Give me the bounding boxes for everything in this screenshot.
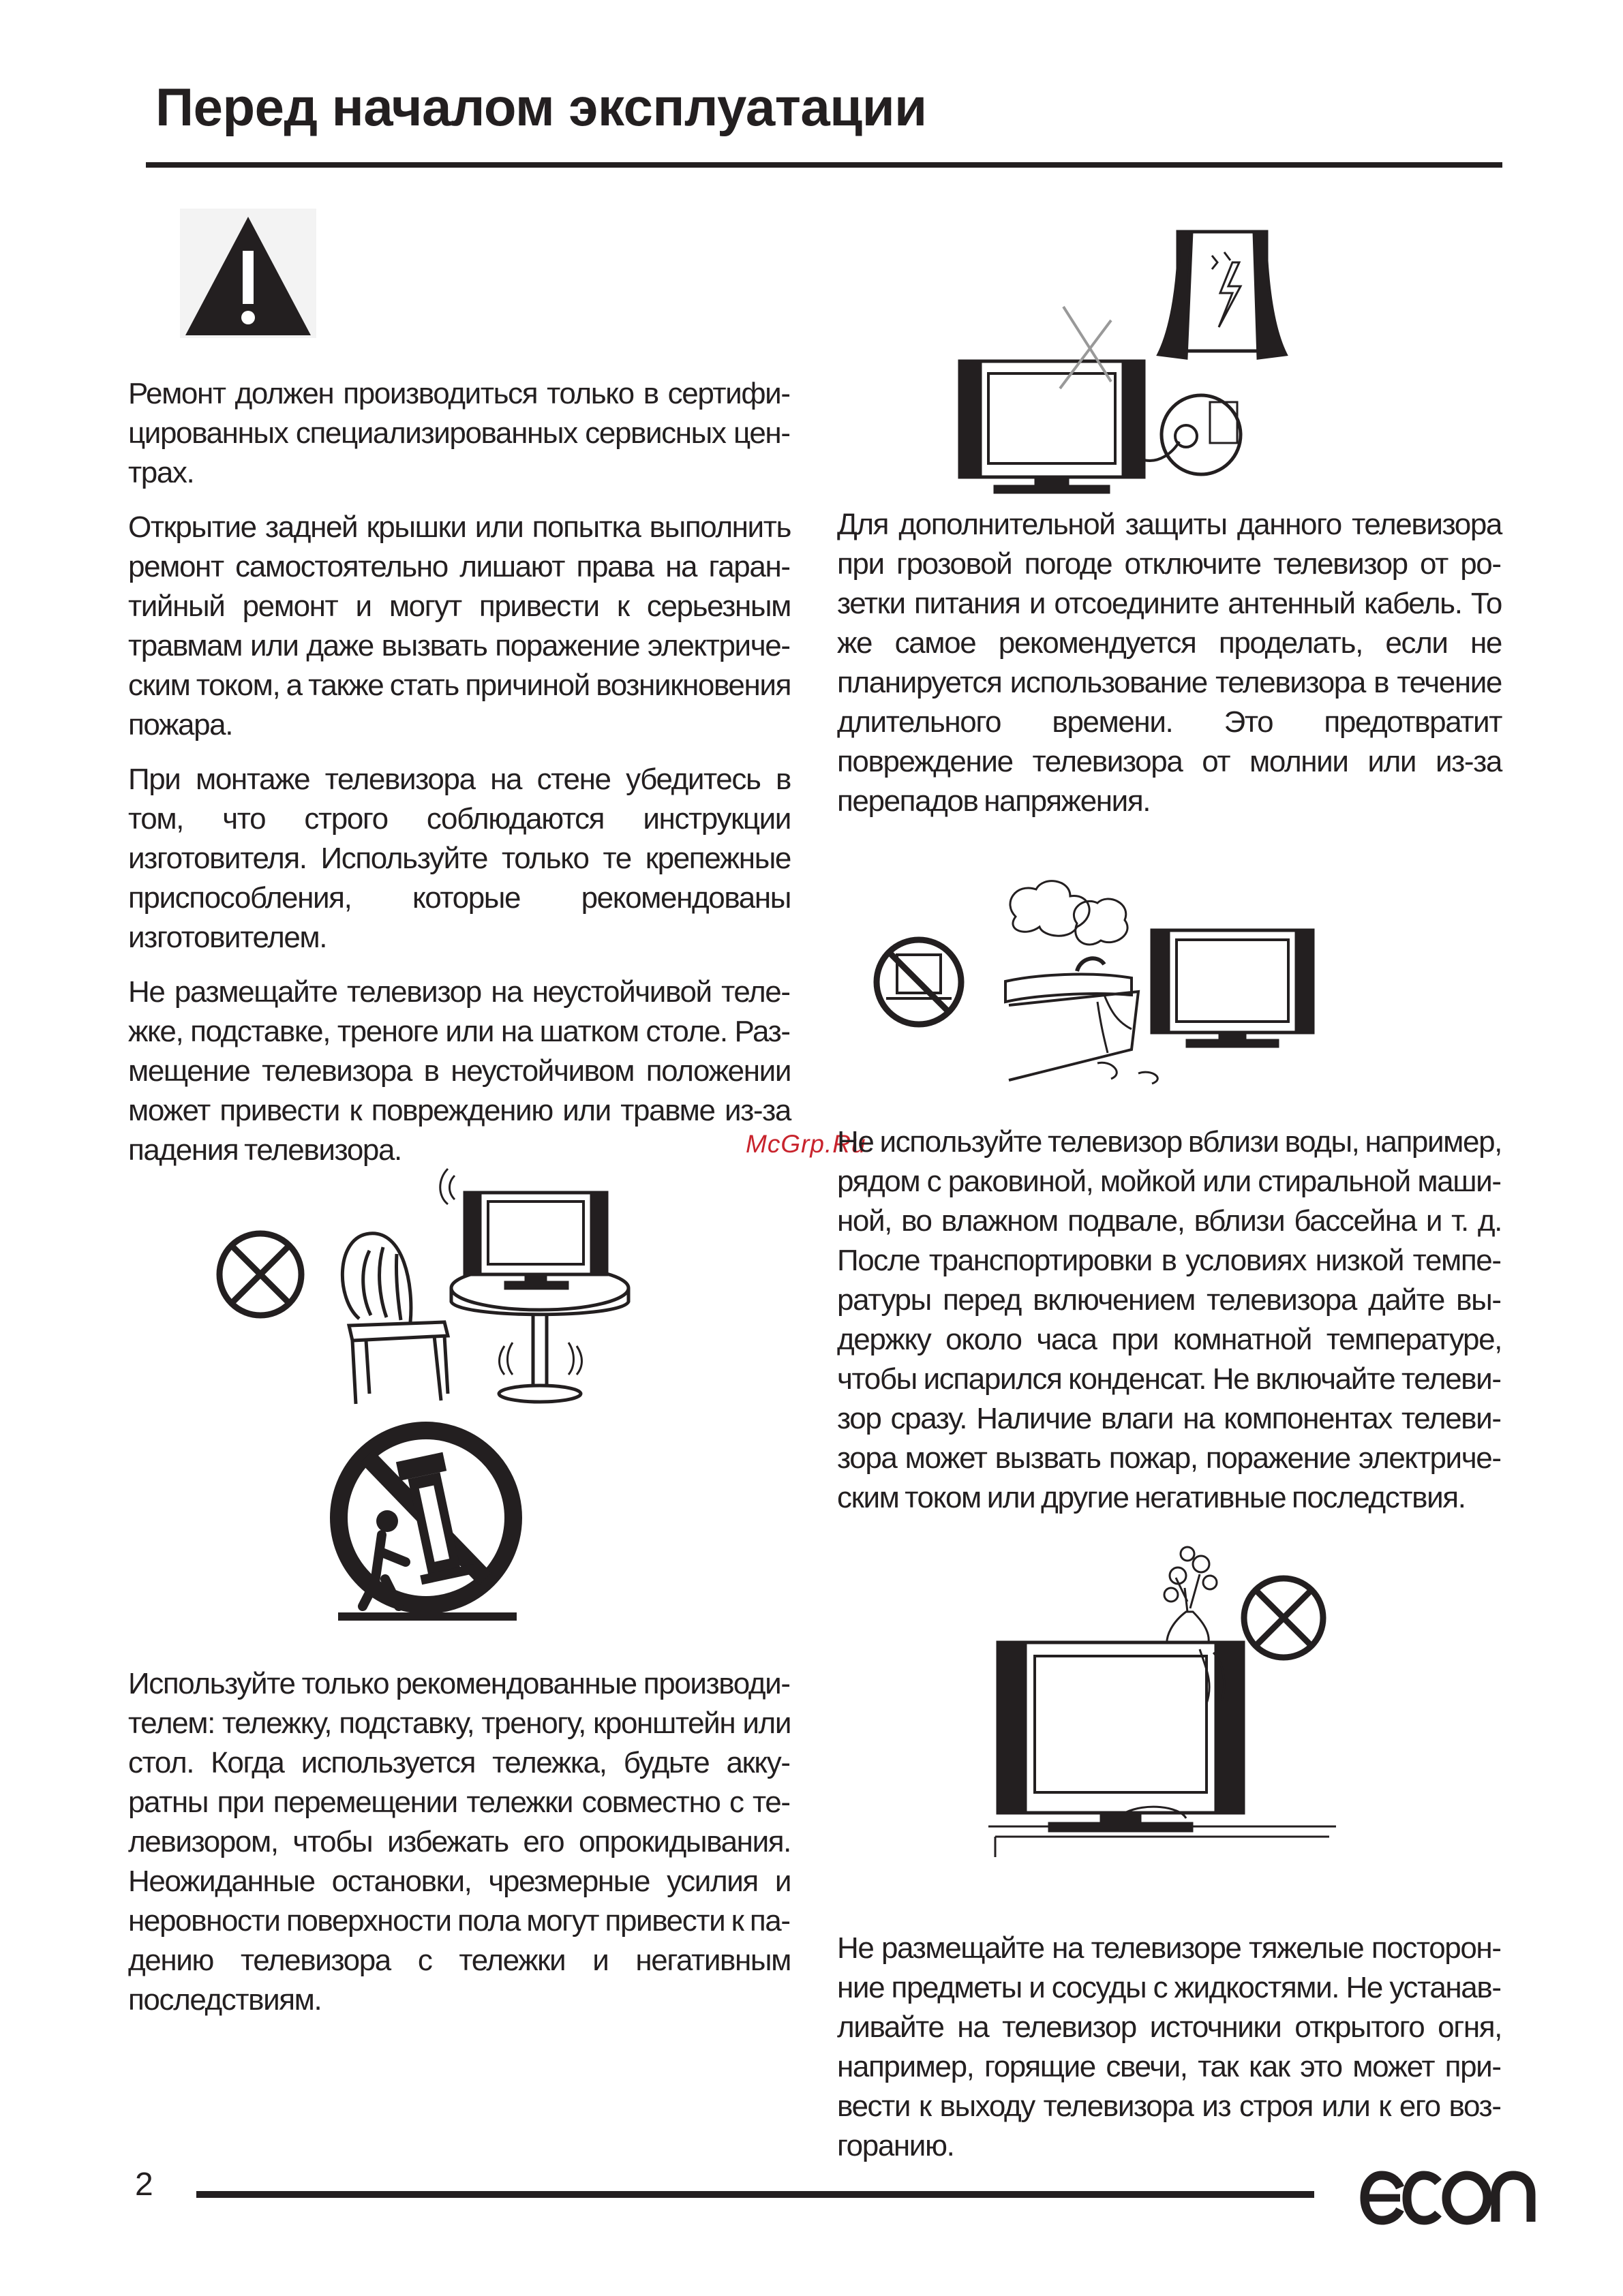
paragraph-unstable-stand: Не размещайте телевизор на неустойчивой тележке, подставке, треноге или на шатком столе. Размещение телевизора в неустойчивом положении может привести к повреждению или травме из-за падения телевизора. [128, 975, 791, 1167]
water-hazard-illustration [873, 876, 1322, 1094]
page-number: 2 [135, 2167, 153, 2203]
paragraph-lightning: Для дополнительной защиты данного телевизора при грозовой погоде отключите телевизор от розетки питания и отсоедините антенный кабель. То же самое рекомендуется проделать, если не планируется использование телевизора в течение длительного времени. Это предотвратит повреждение телевизора от молнии или из-за перепадов напряжения. [837, 508, 1502, 818]
cart-tipover-warning-icon [327, 1419, 525, 1623]
prohibited-icon [1244, 1578, 1323, 1657]
unstable-table-illustration [213, 1162, 642, 1414]
watermark: McGrp.Ru [746, 1130, 866, 1158]
steam-cloud-icon [1010, 881, 1127, 945]
flower-vase-icon [1164, 1547, 1217, 1655]
vase-on-tv-illustration [988, 1533, 1336, 1874]
plug-socket-icon [1144, 395, 1241, 474]
chair-icon [342, 1234, 448, 1404]
paragraph-cart: Используйте только рекомендованные производителем: тележку, подставку, треногу, кронштейн или стол. Когда используется тележка, будьте аккуратны при перемещении тележки совместно с телевизором, чтобы избежать его опрокидывания. Неожиданные остановки, чрезмерные усилия и неровности поверхности пола могут привести к падению телевизора с тележки и негативным последствиям. [128, 1667, 791, 2017]
paragraph-back-cover: Открытие задней крышки или попытка выполнить ремонт самостоятельно лишают права на гарантийный ремонт и могут привести к серьезным травмам или даже вызвать поражение электрическим током, а также стать причиной возникновения пожара. [128, 510, 791, 741]
paragraph-heavy-objects: Не размещайте на телевизоре тяжелые посторонние предметы и сосуды с жидкостями. Не устанавливайте на телевизор источники открытого огня, например, горящие свечи, так как это может привести к выходу телевизора из строя или к его возгоранию. [837, 1931, 1502, 2162]
left-text-block-1 [128, 374, 791, 1170]
right-text-block-3 [837, 1929, 1502, 2166]
warning-icon [180, 209, 316, 338]
page-title: Перед началом эксплуатации [155, 77, 927, 137]
tv-icon [1152, 930, 1313, 1046]
tv-on-table-icon [440, 1169, 607, 1288]
prohibited-icon [219, 1234, 301, 1315]
paragraph-repair: Ремонт должен производиться только в сертифицированных специализированных сервисных центрах. [128, 377, 791, 489]
title-divider [146, 162, 1502, 168]
sink-icon [1005, 958, 1157, 1084]
lightning-unplug-illustration [954, 225, 1295, 498]
right-text-block-2 [837, 1122, 1502, 1518]
right-text-block-1 [837, 505, 1502, 821]
tv-icon [960, 361, 1144, 492]
tv-icon [998, 1642, 1243, 1831]
left-text-block-2 [128, 1664, 791, 2020]
paragraph-water: Не используйте телевизор вблизи воды, например, рядом с раковиной, мойкой или стиральной машиной, во влажном подвале, вблизи бассейна и т. д. После транспортировки в условиях низкой температуры перед включением телевизора дайте выдержку около часа при комнатной температуре, чтобы испарился конденсат. Не включайте телевизор сразу. Наличие влаги на компонентах телевизора может вызвать пожар, поражение электрическим током или другие негативные последствия. [837, 1125, 1502, 1514]
window-lightning-icon [1159, 232, 1286, 358]
footer-divider [196, 2191, 1314, 2198]
prohibited-water-icon [877, 940, 961, 1024]
paragraph-wall-mount: При монтаже телевизора на стене убедитесь в том, что строго соблюдаются инструкции изготовителя. Используйте только те крепежные приспособления, которые рекомендованы изготовителем. [128, 763, 791, 954]
econ-logo [1359, 2167, 1536, 2229]
